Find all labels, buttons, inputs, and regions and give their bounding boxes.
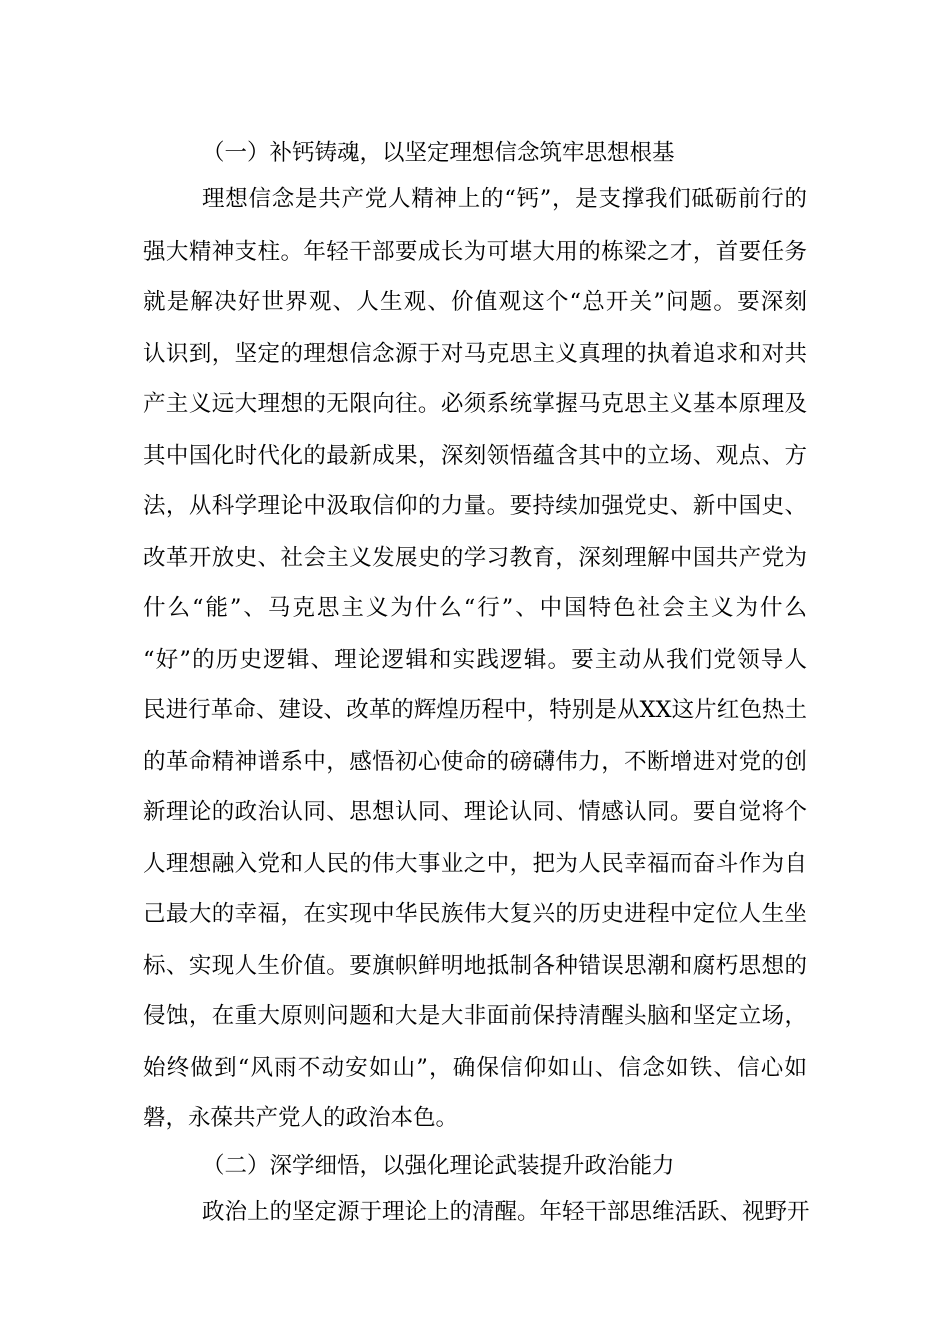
paragraph-line: 磐，永葆共产党人的政治本色。 [143,1105,459,1131]
paragraph-line: 什么“能”、马克思主义为什么“行”、中国特色社会主义为什么 [143,595,807,621]
paragraph-line: 政治上的坚定源于理论上的清醒。年轻干部思维活跃、视野开 [202,1199,810,1225]
paragraph-line: 强大精神支柱。年轻干部要成长为可堪大用的栋梁之才，首要任务 [143,239,807,265]
paragraph-line: 产主义远大理想的无限向往。必须系统掌握马克思主义基本原理及 [143,391,807,417]
paragraph-line: 新理论的政治认同、思想认同、理论认同、情感认同。要自觉将个 [143,799,807,825]
paragraph-line: 始终做到“风雨不动安如山”，确保信仰如山、信念如铁、信心如 [143,1055,807,1081]
paragraph-line: 认识到，坚定的理想信念源于对马克思主义真理的执着追求和对共 [143,341,807,367]
paragraph-line: 人理想融入党和人民的伟大事业之中，把为人民幸福而奋斗作为自 [143,851,807,877]
paragraph-line: 民进行革命、建设、改革的辉煌历程中，特别是从XX这片红色热土 [143,697,807,723]
paragraph-line: 的革命精神谱系中，感悟初心使命的磅礴伟力，不断增进对党的创 [143,749,807,775]
paragraph-line: 侵蚀，在重大原则问题和大是大非面前保持清醒头脑和坚定立场， [143,1003,807,1029]
paragraph-line: 改革开放史、社会主义发展史的学习教育，深刻理解中国共产党为 [143,545,807,571]
paragraph-line: 理想信念是共产党人精神上的“钙”，是支撑我们砥砺前行的 [202,186,807,212]
paragraph-line: 其中国化时代化的最新成果，深刻领悟蕴含其中的立场、观点、方 [143,443,807,469]
paragraph-line: “好”的历史逻辑、理论逻辑和实践逻辑。要主动从我们党领导人 [143,647,807,673]
paragraph-line: 标、实现人生价值。要旗帜鲜明地抵制各种错误思潮和腐朽思想的 [143,953,807,979]
paragraph-line: 法，从科学理论中汲取信仰的力量。要持续加强党史、新中国史、 [143,493,807,519]
paragraph-line: 就是解决好世界观、人生观、价值观这个“总开关”问题。要深刻 [143,289,807,315]
section-heading-2: （二）深学细悟，以强化理论武装提升政治能力 [202,1153,675,1179]
paragraph-line: 己最大的幸福，在实现中华民族伟大复兴的历史进程中定位人生坐 [143,901,807,927]
section-heading-1: （一）补钙铸魂，以坚定理想信念筑牢思想根基 [202,140,675,166]
